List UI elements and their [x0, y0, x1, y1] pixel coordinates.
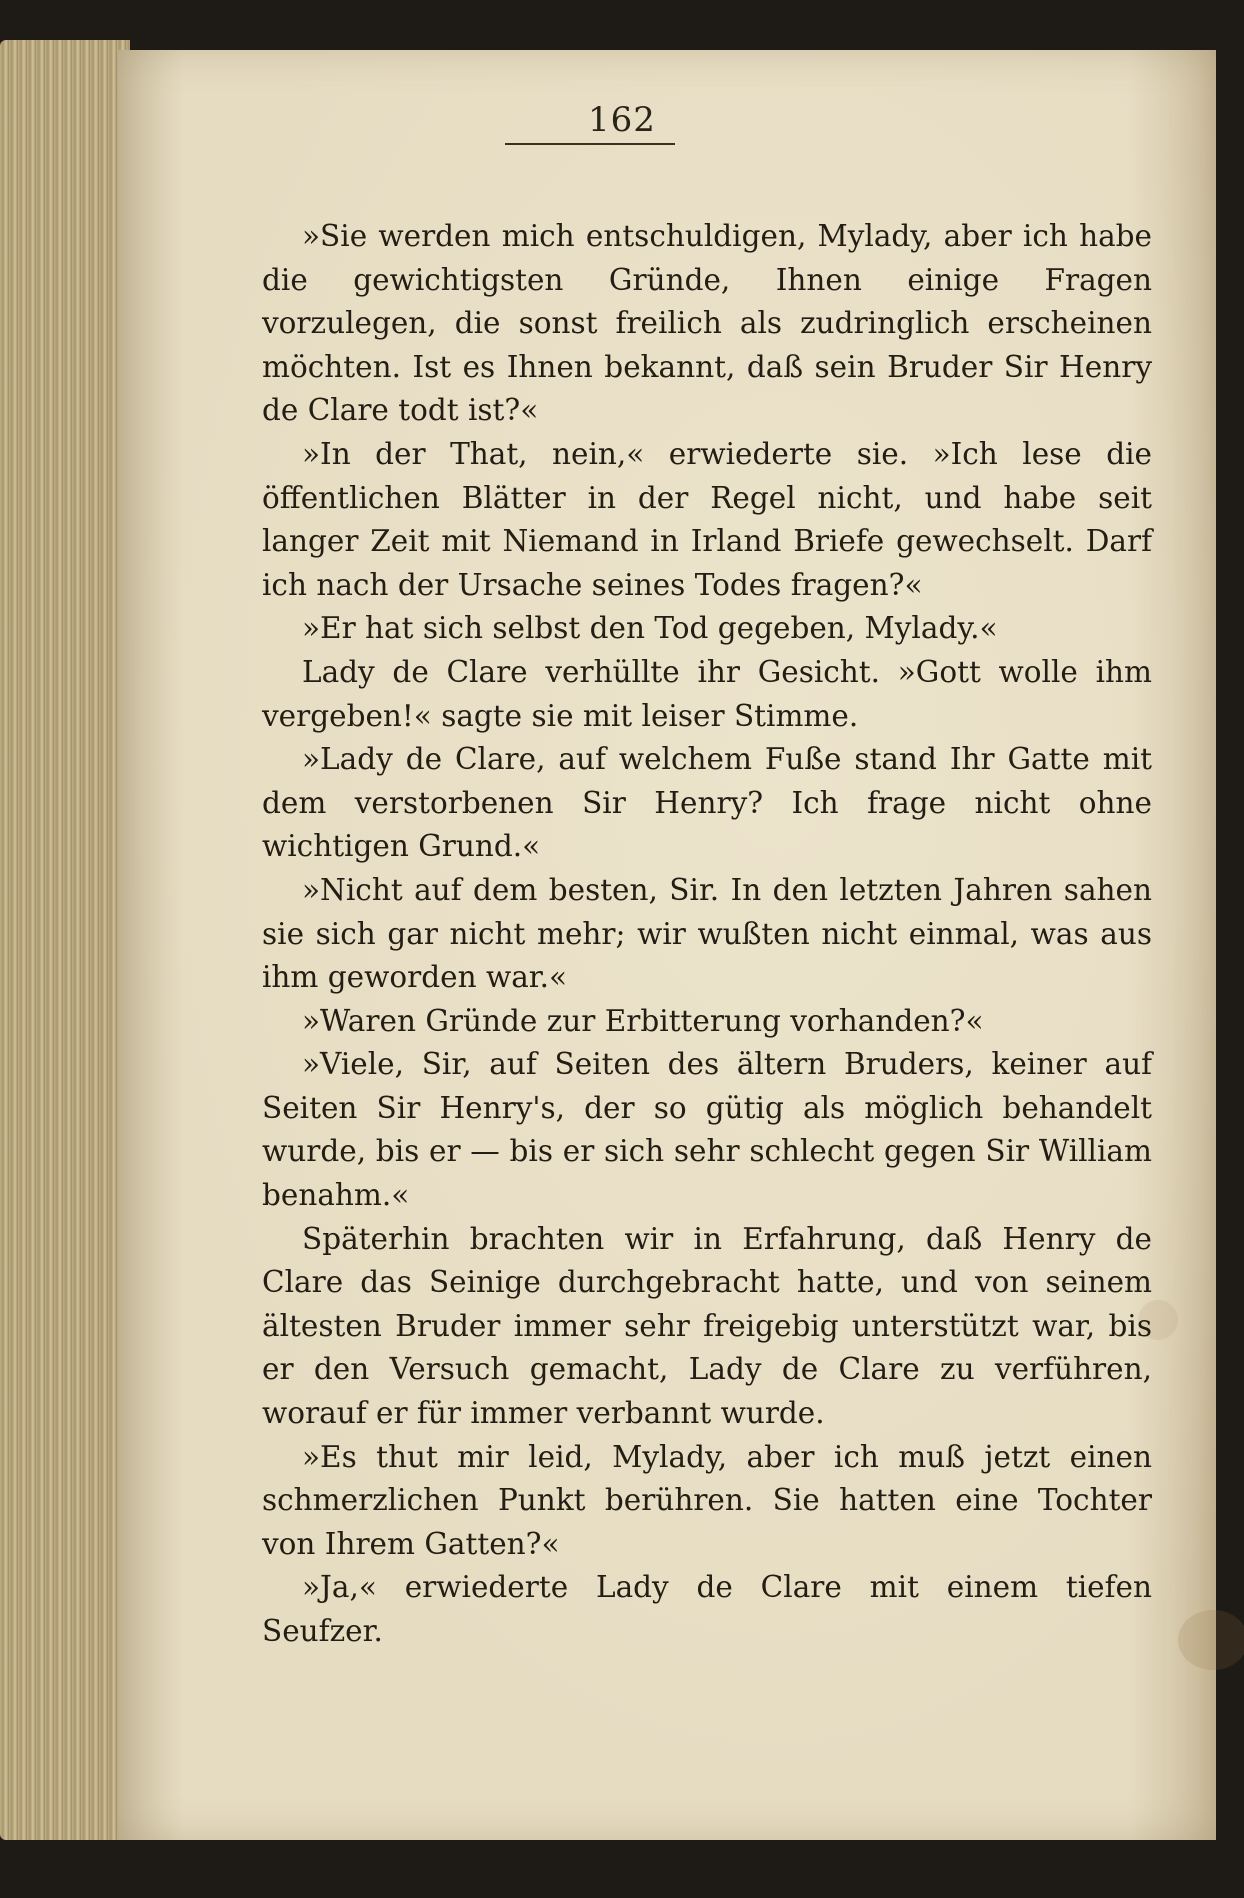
paragraph: Späterhin brachten wir in Erfahrung, daß Henry de Clare das Seinige durchgebracht hatte, und von seinem ältesten Bruder immer sehr freigebig unterstützt war, bis er den Versuch gemacht, Lady de Clare zu verführen, worauf er für immer verbannt wurde.	[262, 1221, 1152, 1431]
paragraph: »Nicht auf dem besten, Sir. In den letzten Jahren sahen sie sich gar nicht mehr; wir wußten nicht einmal, was aus ihm geworden war.«	[262, 872, 1152, 995]
paragraph: »In der That, nein,« erwiederte sie. »Ich lese die öffentlichen Blätter in der Regel nicht, und habe seit langer Zeit mit Niemand in Irland Briefe gewechselt. Darf ich nach der Ursache seines Todes fragen?«	[262, 436, 1152, 602]
paragraph: »Es thut mir leid, Mylady, aber ich muß jetzt einen schmerzlichen Punkt berühren. Sie hatten eine Tochter von Ihrem Gatten?«	[262, 1439, 1152, 1561]
paragraph: »Sie werden mich entschuldigen, Mylady, aber ich habe die gewichtigsten Gründe, Ihnen einige Fragen vorzulegen, die sonst freilich als zudringlich erscheinen möchten. Ist es Ihnen bekannt, daß sein Bruder Sir Henry de Clare todt ist?«	[262, 219, 1152, 428]
book-page-edges	[0, 40, 130, 1840]
body-text	[262, 215, 1152, 1654]
paragraph: »Ja,« erwiederte Lady de Clare mit einem tiefen Seufzer.	[262, 1570, 1152, 1648]
paragraph: Lady de Clare verhüllte ihr Gesicht. »Gott wolle ihm vergeben!« sagte sie mit leiser Stimme.	[262, 654, 1152, 733]
paper-stain	[1178, 1610, 1244, 1670]
page-number: 162	[588, 100, 656, 140]
paragraph: »Viele, Sir, auf Seiten des ältern Bruders, keiner auf Seiten Sir Henry's, der so gütig als möglich behandelt wurde, bis er — bis er sich sehr schlecht gegen Sir William benahm.«	[262, 1047, 1152, 1213]
paragraph: »Lady de Clare, auf welchem Fuße stand Ihr Gatte mit dem verstorbenen Sir Henry? Ich frage nicht ohne wichtigen Grund.«	[262, 742, 1152, 864]
header-rule	[505, 143, 675, 145]
paragraph: »Er hat sich selbst den Tod gegeben, Mylady.«	[302, 611, 998, 646]
paragraph: »Waren Gründe zur Erbitterung vorhanden?«	[302, 1003, 984, 1038]
